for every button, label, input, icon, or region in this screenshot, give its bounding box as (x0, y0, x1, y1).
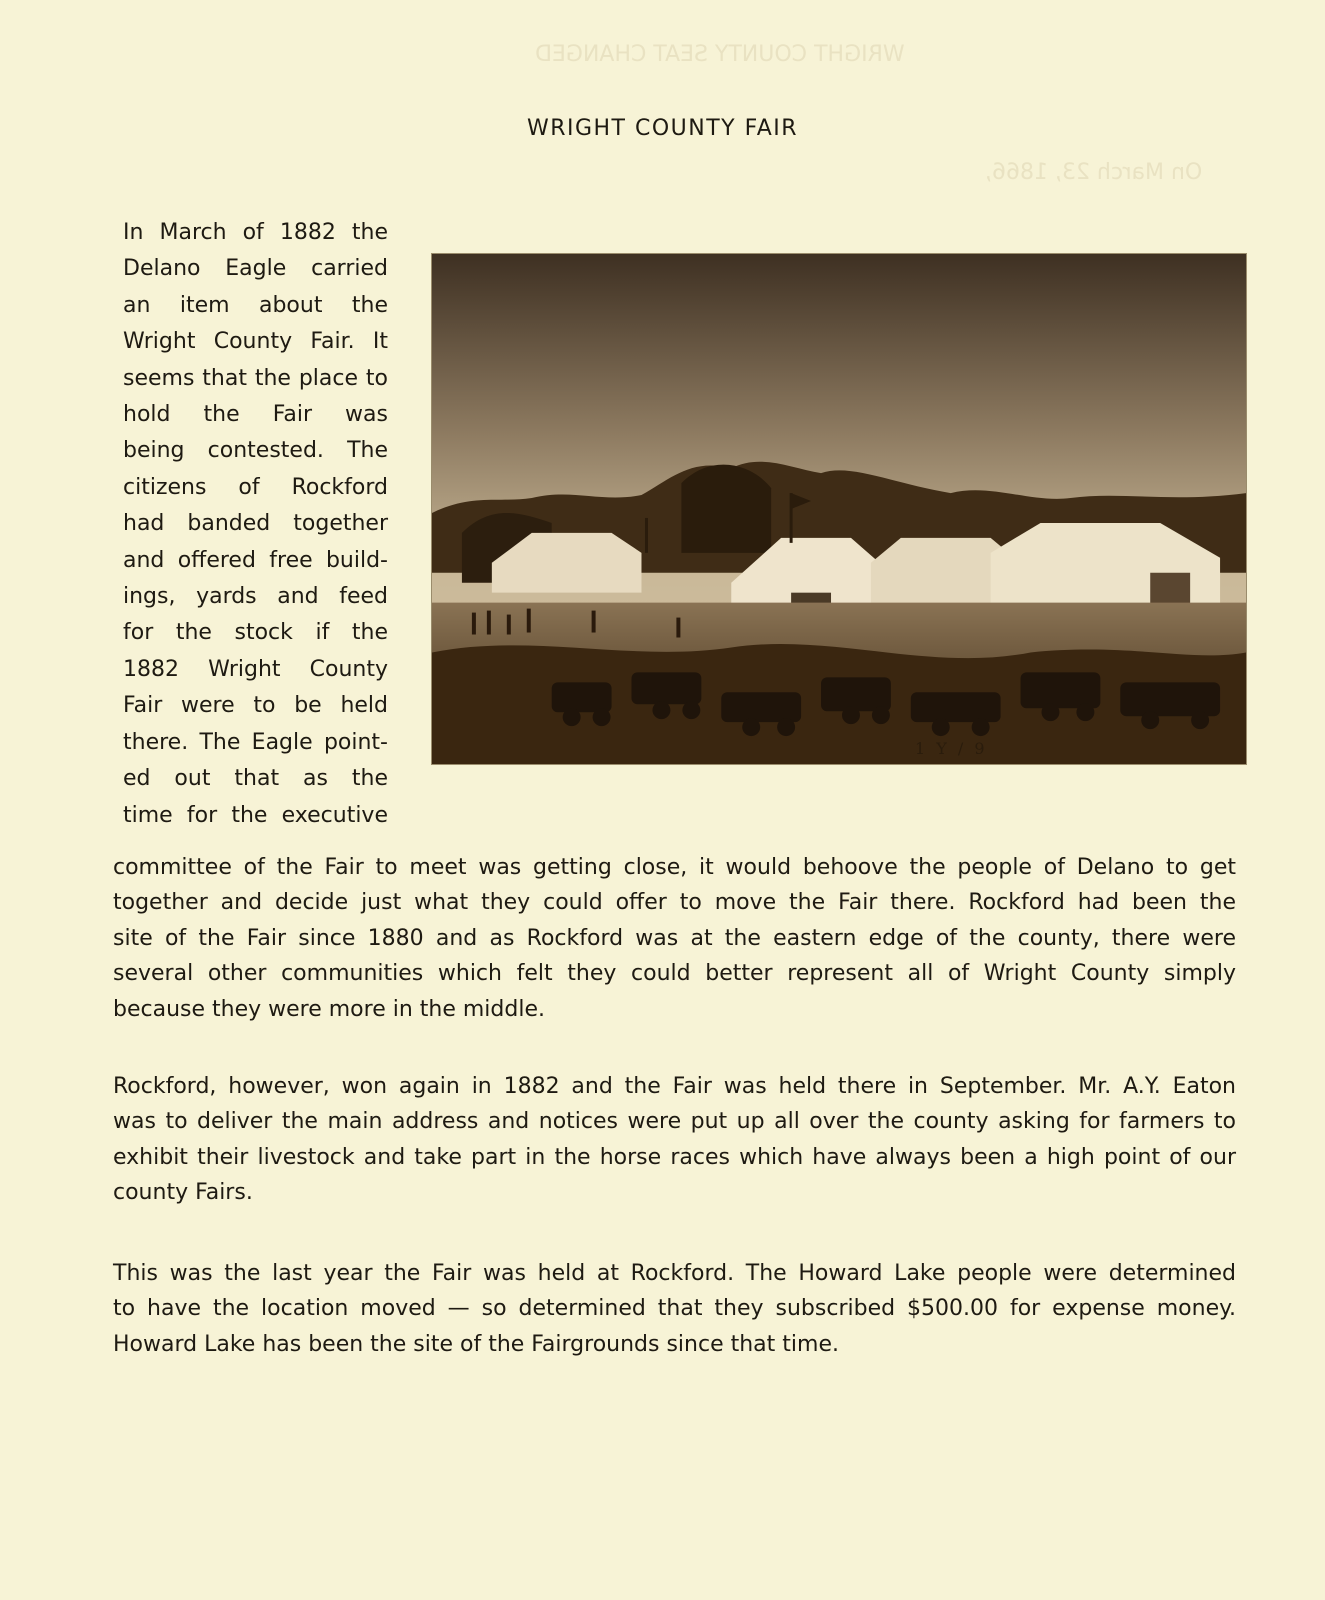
text-line: site of the Fair since 1880 and as Rockford was at the eastern edge of the county, there were (113, 925, 1236, 951)
text-line: several other communities which felt they could better represent all of Wright County simply (113, 961, 1236, 987)
text-line: there. The Eagle point- (123, 729, 388, 755)
text-line: seems that the place to (123, 365, 388, 391)
paragraph-3 (113, 1256, 1236, 1362)
intro-column (123, 215, 388, 834)
text-line: Delano Eagle carried (123, 256, 388, 282)
text-line: This was the last year the Fair was held at Rockford. The Howard Lake people were determined (113, 1261, 1236, 1286)
text-line: exhibit their livestock and take part in the horse races which have always been a high point of our (113, 1144, 1236, 1170)
text-line: Rockford, however, won again in 1882 and the Fair was held there in September. Mr. A.Y. Eaton (113, 1074, 1236, 1099)
text-line: citizens of Rockford (123, 474, 388, 500)
text-line: Wright County Fair. It (123, 329, 388, 355)
bleed-through-line: On March 23, 1866, (985, 160, 1203, 185)
text-line: being contested. The (123, 438, 388, 464)
bleed-through-header: WRIGHT COUNTY SEAT CHANGED (535, 42, 905, 67)
text-line: for the stock if the (123, 620, 388, 646)
text-line: committee of the Fair to meet was getting close, it would behoove the people of Delano to get (113, 855, 1236, 880)
page-title: WRIGHT COUNTY FAIR (526, 116, 799, 141)
text-line: Fair were to be held (123, 693, 388, 719)
text-line: 1882 Wright County (123, 656, 388, 682)
fairground-photo-image (432, 254, 1246, 764)
text-line: and offered free build- (123, 547, 388, 573)
text-line: ed out that as the (123, 766, 388, 792)
text-line: county Fairs. (113, 1180, 253, 1206)
intro-continued (113, 850, 1236, 1027)
text-line: to have the location moved — so determined that they subscribed $500.00 for expense money. (113, 1296, 1236, 1322)
text-line: In March of 1882 the (123, 220, 388, 245)
text-line: an item about the (123, 292, 388, 318)
text-line: had banded together (123, 511, 388, 537)
text-line: was to deliver the main address and notices were put up all over the county asking for farmers to (113, 1109, 1236, 1135)
text-line: together and decide just what they could offer to move the Fair there. Rockford had been the (113, 890, 1236, 916)
text-line: hold the Fair was (123, 402, 388, 428)
fairground-photo (431, 253, 1247, 765)
text-line: time for the executive (123, 802, 388, 828)
photo-handwritten-mark: 1 Y / 9 (915, 739, 988, 758)
text-line: because they were more in the middle. (113, 996, 545, 1022)
text-line: ings, yards and feed (123, 584, 388, 610)
text-line: Howard Lake has been the site of the Fairgrounds since that time. (113, 1331, 839, 1357)
paragraph-2 (113, 1069, 1236, 1211)
